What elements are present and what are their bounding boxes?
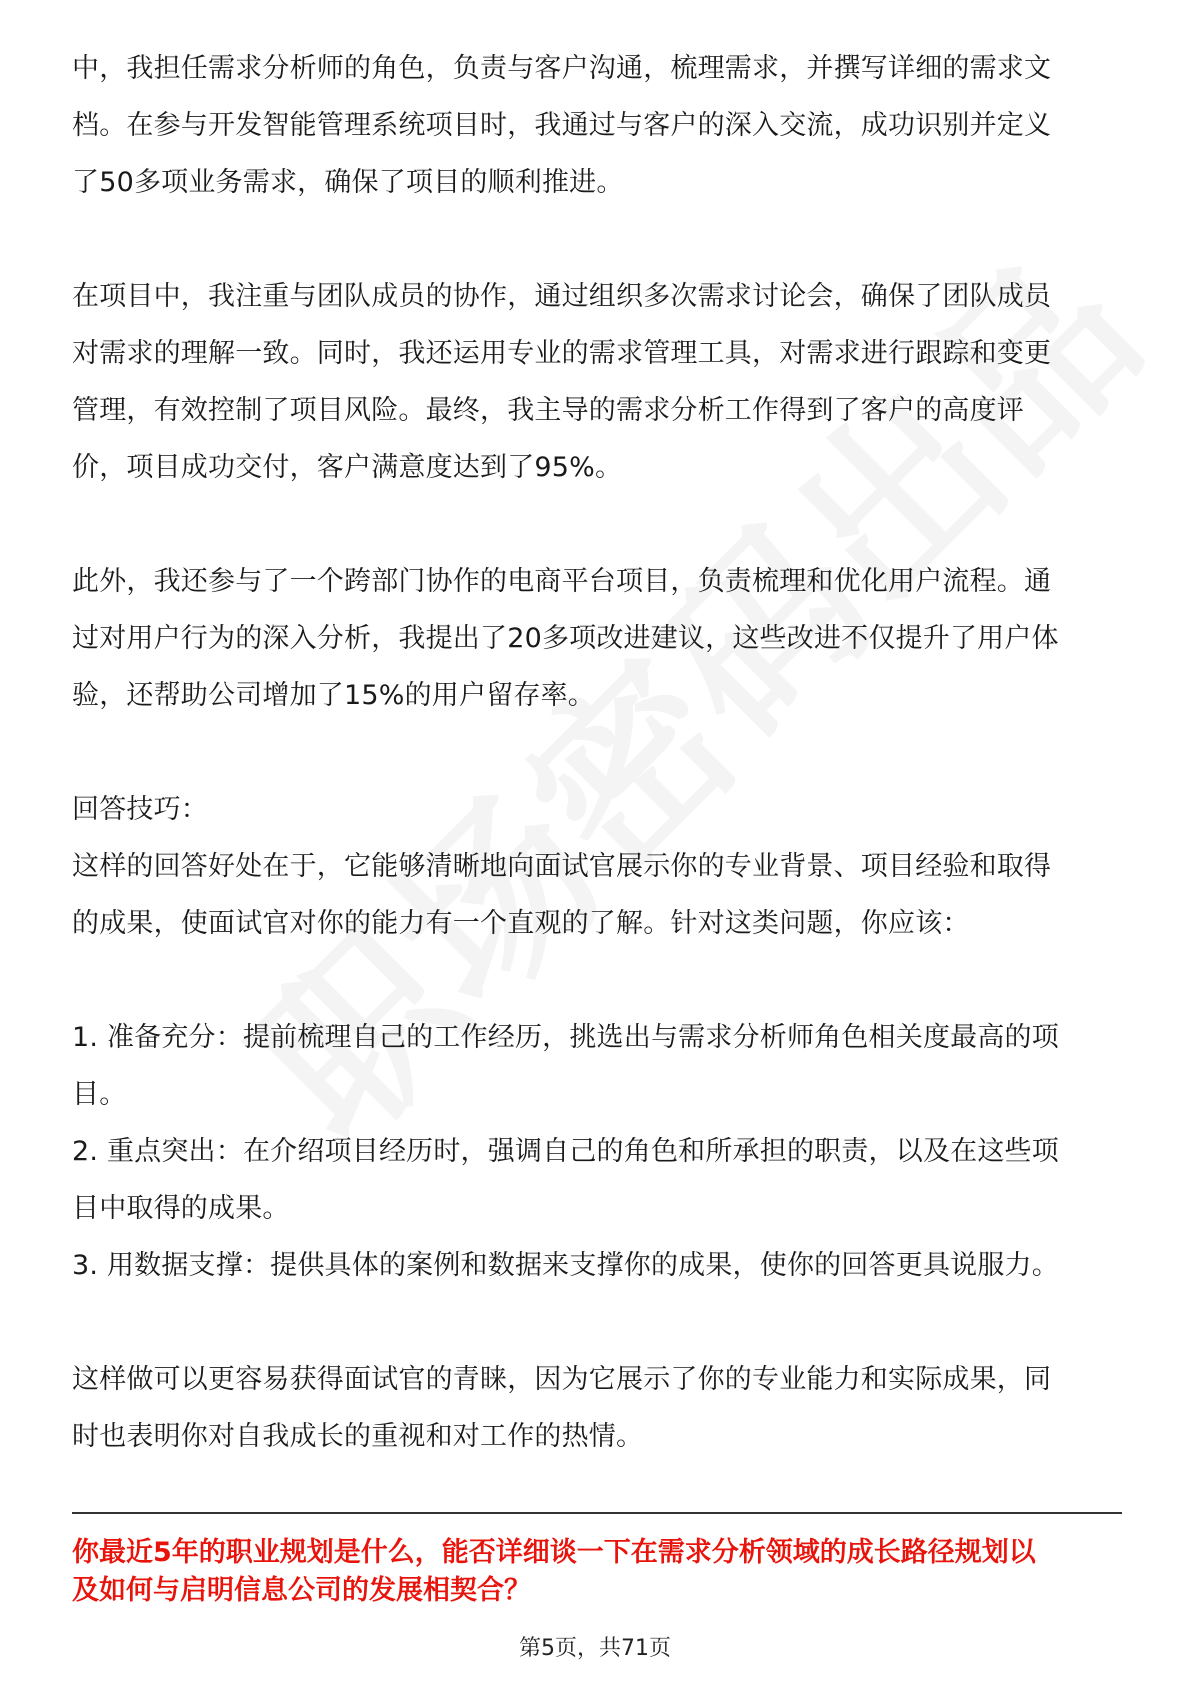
text-line: 时也表明你对自我成长的重视和对工作的热情。 <box>72 1421 644 1452</box>
text-line: 档。在参与开发智能管理系统项目时，我通过与客户的深入交流，成功识别并定义 <box>72 110 1052 141</box>
paragraph-gap <box>72 211 1122 268</box>
text-line: 的成果，使面试官对你的能力有一个直观的了解。针对这类问题，你应该： <box>72 908 970 939</box>
paragraph-gap <box>72 496 1122 553</box>
answer-body <box>72 40 1122 1465</box>
next-question-heading <box>72 1534 1122 1610</box>
tips-heading: 回答技巧： <box>72 794 208 825</box>
text-line: 中，我担任需求分析师的角色，负责与客户沟通，梳理需求，并撰写详细的需求文 <box>72 53 1052 84</box>
paragraph-gap <box>72 952 1122 1009</box>
question-line: 你最近5年的职业规划是什么，能否详细谈一下在需求分析领域的成长路径规划以 <box>72 1537 1036 1568</box>
text-line: 了50多项业务需求，确保了项目的顺利推进。 <box>72 167 624 198</box>
text-line: 这样的回答好处在于，它能够清晰地向面试官展示你的专业背景、项目经验和取得 <box>72 851 1052 882</box>
text-line: 对需求的理解一致。同时，我还运用专业的需求管理工具，对需求进行跟踪和变更 <box>72 338 1052 369</box>
text-line: 过对用户行为的深入分析，我提出了20多项改进建议，这些改进不仅提升了用户体 <box>72 623 1059 654</box>
list-item-continued: 目。 <box>72 1079 127 1110</box>
list-item-continued: 目中取得的成果。 <box>72 1193 290 1224</box>
text-line: 管理，有效控制了项目风险。最终，我主导的需求分析工作得到了客户的高度评 <box>72 395 1024 426</box>
paragraph-gap <box>72 1294 1122 1351</box>
page-number: 第5页，共71页 <box>519 1636 671 1661</box>
question-line: 及如何与启明信息公司的发展相契合？ <box>72 1575 531 1606</box>
text-line: 在项目中，我注重与团队成员的协作，通过组织多次需求讨论会，确保了团队成员 <box>72 281 1052 312</box>
list-item: 1. 准备充分：提前梳理自己的工作经历，挑选出与需求分析师角色相关度最高的项 <box>72 1022 1059 1053</box>
text-line: 此外，我还参与了一个跨部门协作的电商平台项目，负责梳理和优化用户流程。通 <box>72 566 1052 597</box>
list-item: 3. 用数据支撑：提供具体的案例和数据来支撑你的成果，使你的回答更具说服力。 <box>72 1250 1059 1281</box>
text-line: 验，还帮助公司增加了15%的用户留存率。 <box>72 680 596 711</box>
list-item: 2. 重点突出：在介绍项目经历时，强调自己的角色和所承担的职责，以及在这些项 <box>72 1136 1059 1167</box>
text-line: 价，项目成功交付，客户满意度达到了95%。 <box>72 452 623 483</box>
text-line: 这样做可以更容易获得面试官的青睐，因为它展示了你的专业能力和实际成果，同 <box>72 1364 1052 1395</box>
paragraph-gap <box>72 724 1122 781</box>
section-divider <box>72 1512 1122 1514</box>
